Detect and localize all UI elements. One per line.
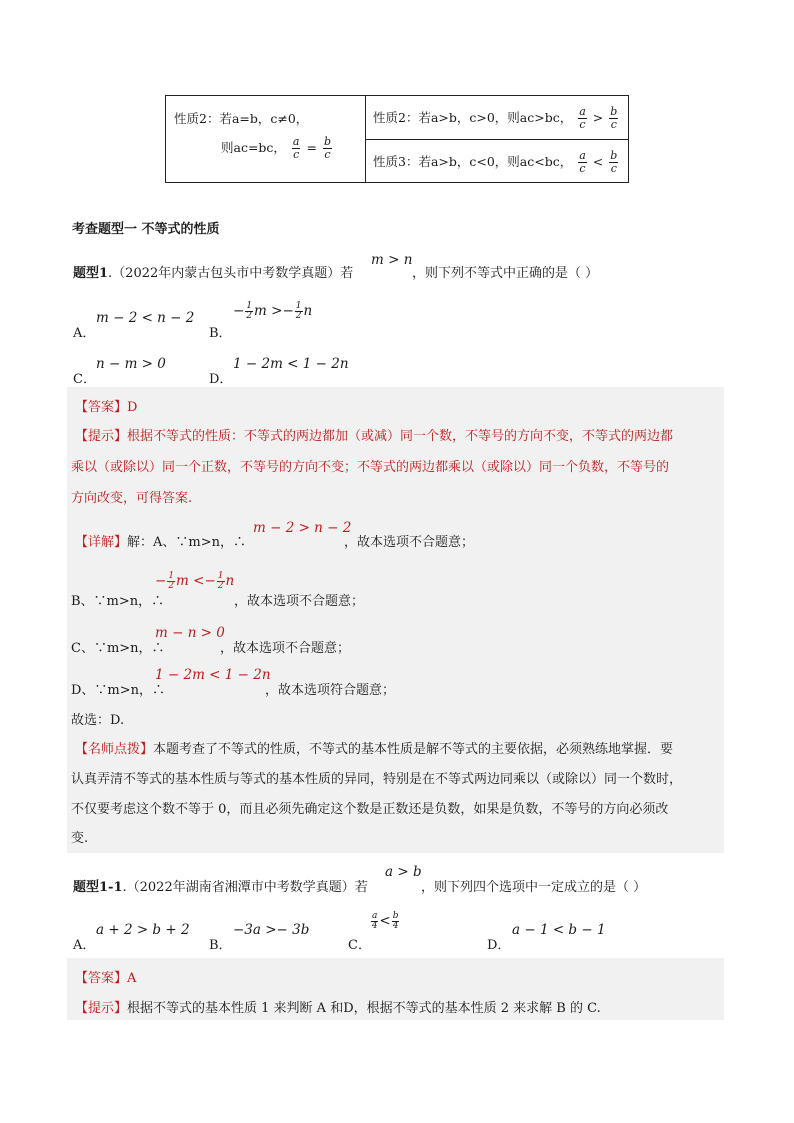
option-c-expression: n − m > 0	[96, 356, 166, 372]
fraction: $\frac{b}{c}$	[610, 105, 618, 131]
teacher-note-line-4: 变.	[71, 831, 89, 846]
hint-line-1: 【提示】根据不等式的性质：不等式的两边都加（或减）同一个数，不等号的方向不变，不等式的两边都	[75, 429, 674, 444]
inequality-properties-table	[165, 95, 629, 183]
detail-line-a: 【详解】解：A、∵m>n，∴	[75, 535, 246, 550]
detail-c-math: m − n > 0	[155, 625, 225, 641]
q2-option-c-expression: $\frac{a}{4}$ < $\frac{b}{4}$	[371, 911, 399, 931]
fraction: $\frac{a}{c}$	[579, 105, 586, 131]
option-a-label: A．	[73, 326, 96, 341]
option-d-label: D．	[209, 372, 233, 387]
q2-option-a-label: A．	[73, 938, 96, 953]
question-1-condition: m > n	[371, 252, 413, 268]
q2-option-b-label: B．	[209, 938, 232, 953]
question-2-stem: 题型1-1.（2022年湖南省湘潭市中考数学真题）若	[73, 880, 368, 895]
table-cell-equality-property	[166, 96, 366, 182]
detail-line-d: D、∵m>n，∴	[71, 683, 166, 698]
question-1-stem: 题型1.（2022年内蒙古包头市中考数学真题）若	[73, 266, 354, 281]
option-d-expression: 1 − 2m < 1 − 2n	[233, 356, 349, 372]
conclusion: 故选：D.	[71, 713, 125, 728]
question-1-stem-suffix: ，则下列不等式中正确的是（ ）	[412, 266, 599, 281]
table-cell-property-2: 性质2：若a>b，c>0，则ac>bc， $\frac{a}{c}$ > $\frac{b}{c}$	[373, 105, 618, 131]
q2-option-b-expression: −3a >− 3b	[233, 922, 310, 938]
question-2-stem-suffix: ，则下列四个选项中一定成立的是（ ）	[421, 880, 647, 895]
teacher-note-line-3: 不仅要考虑这个数不等于 0，而且必须先确定这个数是正数还是负数，如果是负数，不等号的方向必须改	[71, 802, 669, 817]
q2-option-d-expression: a − 1 < b − 1	[512, 922, 606, 938]
fraction: $\frac{b}{c}$	[323, 135, 331, 161]
table-cell-property-3: 性质3：若a>b，c<0，则ac<bc， $\frac{a}{c}$ < $\frac{b}{c}$	[366, 139, 628, 183]
question-1-solution	[67, 387, 724, 853]
fraction: $\frac{a}{c}$	[579, 148, 586, 175]
detail-a-math: m − 2 > n − 2	[253, 520, 352, 536]
detail-b-suffix: ，故本选项不合题意；	[234, 594, 365, 609]
hint-line-2: 乘以（或除以）同一个正数，不等号的方向不变；不等式的两边都乘以（或除以）同一个负数，不等号的	[71, 460, 670, 475]
equality-property-line1: 性质2：若a=b，c≠0，	[174, 111, 309, 126]
section-title: 考查题型一 不等式的性质	[72, 222, 220, 237]
fraction: $\frac{b}{c}$	[610, 148, 618, 175]
question-2-condition: a > b	[385, 864, 422, 880]
option-b-expression: − $\frac{1}{2}$ m >− $\frac{1}{2}$ n	[233, 301, 313, 321]
equality-property-line2: 则ac=bc， $\frac{a}{c}$ = $\frac{b}{c}$	[221, 135, 331, 161]
option-b-label: B．	[209, 326, 232, 341]
detail-b-math: − $\frac{1}{2}$ m <− $\frac{1}{2}$ n	[155, 571, 235, 591]
q2-answer-line: 【答案】A	[75, 971, 137, 986]
detail-c-suffix: ，故本选项不合题意；	[220, 641, 351, 656]
q2-option-d-label: D．	[487, 938, 511, 953]
detail-a-suffix: ，故本选项不合题意；	[344, 535, 475, 550]
detail-d-math: 1 − 2m < 1 − 2n	[155, 667, 271, 683]
q2-option-a-expression: a + 2 > b + 2	[96, 922, 190, 938]
fraction: $\frac{a}{c}$	[292, 135, 300, 161]
teacher-note-line-1: 【名师点拨】本题考查了不等式的性质，不等式的基本性质是解不等式的主要依据，必须熟练地掌握．要	[75, 742, 674, 757]
question-2-solution	[67, 958, 724, 1020]
hint-line-3: 方向改变，可得答案.	[71, 491, 193, 506]
detail-d-suffix: ，故本选项符合题意；	[265, 683, 396, 698]
detail-line-b: B、∵m>n，∴	[71, 594, 165, 609]
option-c-label: C．	[73, 372, 96, 387]
q2-option-c-label: C．	[348, 938, 371, 953]
q2-hint-line: 【提示】根据不等式的基本性质 1 来判断 A 和D，根据不等式的基本性质 2 来求解 B 的 C.	[75, 1001, 601, 1016]
teacher-note-line-2: 认真弄清不等式的基本性质与等式的基本性质的异同，特别是在不等式两边同乘以（或除以）同一个数时，	[71, 772, 683, 787]
detail-line-c: C、∵m>n，∴	[71, 641, 165, 656]
option-a-expression: m − 2 < n − 2	[96, 310, 195, 326]
answer-line: 【答案】D	[75, 400, 138, 415]
